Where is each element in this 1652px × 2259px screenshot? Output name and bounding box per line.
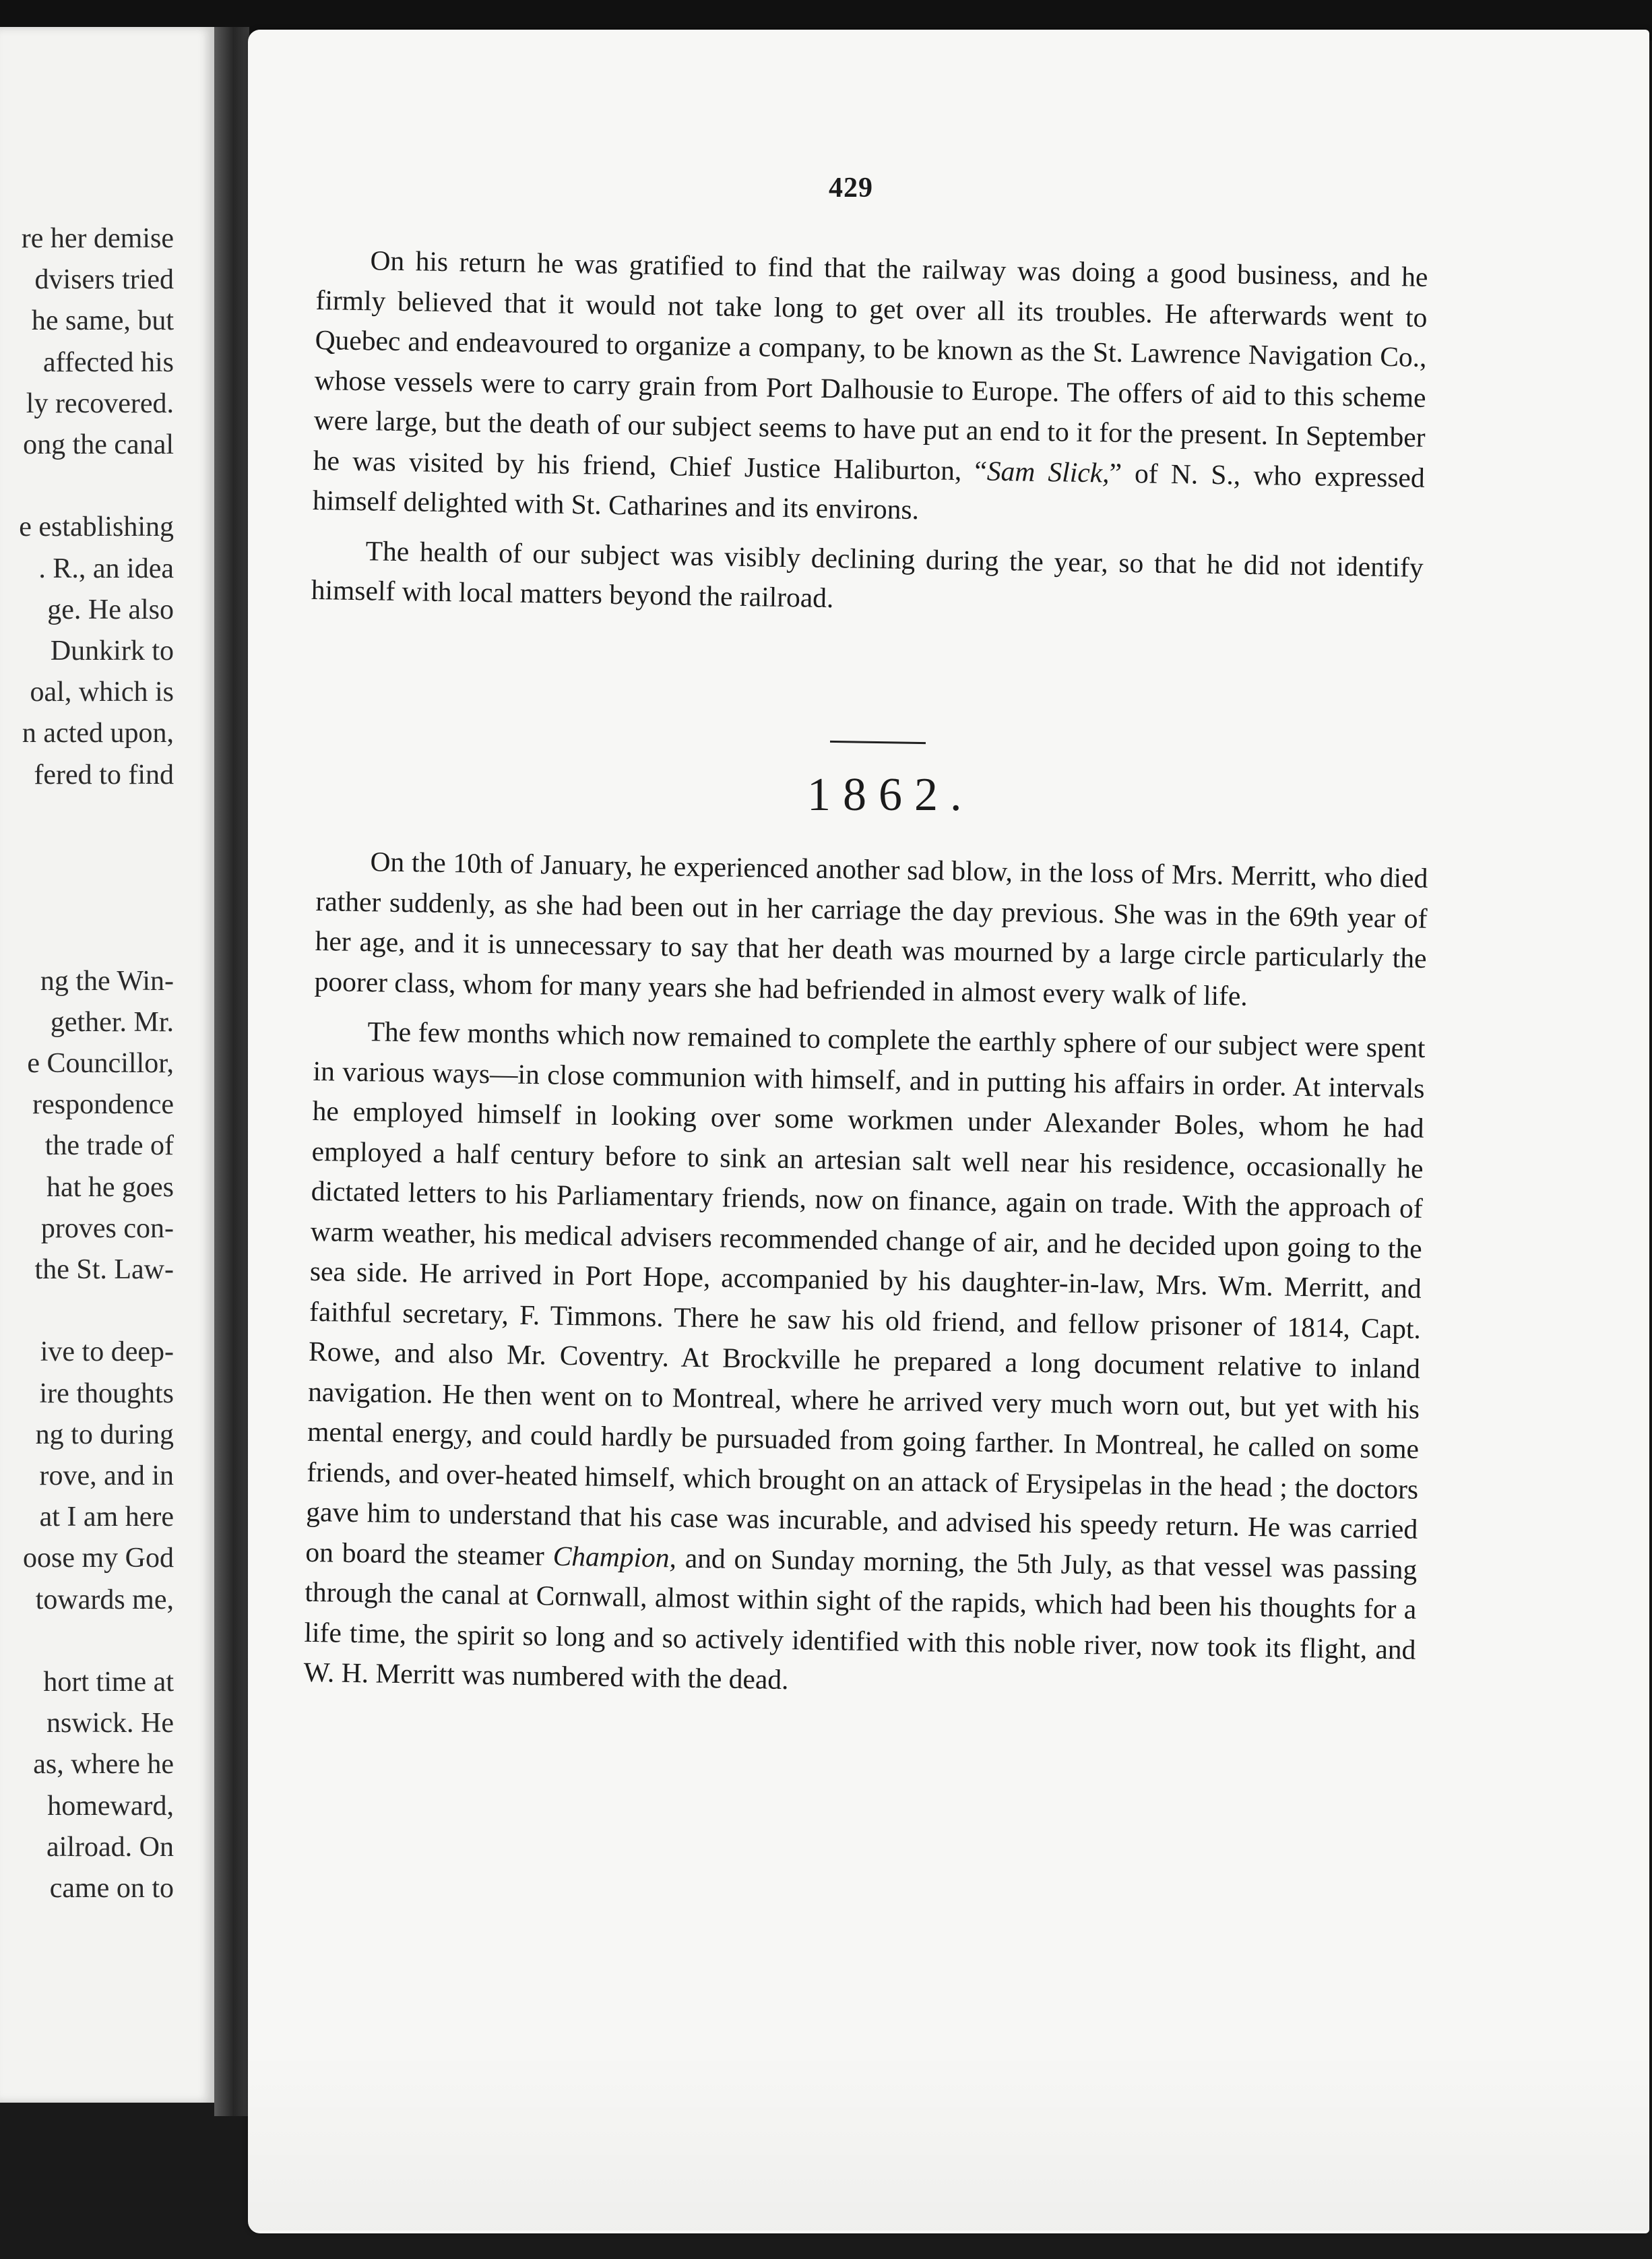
- left-page-line: n acted upon,: [22, 718, 174, 749]
- left-page-line: . R., an idea: [38, 553, 174, 584]
- year-heading: 1862.: [807, 769, 974, 821]
- sam-slick-italic: Sam Slick,: [986, 455, 1110, 489]
- left-page-line: re her demise: [21, 223, 174, 254]
- book-gutter: [214, 27, 249, 2116]
- left-page-line: gether. Mr.: [50, 1006, 174, 1038]
- left-page-line: homeward,: [47, 1790, 174, 1822]
- paragraph-health: The health of our subject was visibly declining during the year, so that he did not identify himself with local matters beyond the railroad.: [311, 534, 1424, 614]
- left-page-line: ng to during: [35, 1419, 174, 1450]
- paragraph-final-months: [303, 1011, 1426, 1710]
- left-page-line: affected his: [43, 346, 174, 378]
- paragraph-loss: On the 10th of January, he experienced another sad blow, in the loss of Mrs. Merritt, who died rather suddenly, as she had been out in her carriage the day previous. She was in the 69th year of her age, and it is unnecessary to say that her death was mourned by a large circle particularly the poorer class, whom for many years she had befriended in almost every walk of life.: [314, 846, 1428, 1012]
- left-page-edge: [0, 27, 214, 2103]
- paragraph-final-months-end: and on Sunday morning, the 5th July, as that vessel was passing through the canal at Cornwall, almost within sight of the rapids, which had been his thoughts for a life time, the spirit so long and so actively identified with this noble river, now took its flight, and W. H. Merritt was numbered with the dead.: [303, 1542, 1418, 1696]
- left-page-line: ailroad. On: [46, 1831, 174, 1863]
- left-page-line: e establishing: [19, 512, 174, 543]
- left-page-line: e Councillor,: [27, 1048, 174, 1079]
- paragraph-return-text: On his return he was gratified to find that the railway was doing a good business, and he firmly believed that it would not take long to get over all its troubles. He afterwards went to Quebec and endeavoured to organize a company, to be known as the St. Lawrence Navigation Co., whose vessels were to carry grain from Port Dalhousie to Europe. The offers of aid to this scheme were large, but the death of our subject seems to have put an end to it for the present. In September he was visited by his friend, Chief Justice Haliburton, “: [313, 245, 1428, 487]
- text-block-final-year: [303, 841, 1428, 1710]
- text-block-return: [311, 240, 1428, 627]
- left-page-line: respondence: [32, 1089, 174, 1121]
- left-page-line: fered to find: [34, 759, 174, 791]
- left-page-line: ive to deep-: [40, 1336, 174, 1368]
- paragraph-return-end: ” of N. S., who expressed himself delighted with St. Catharines and its environs.: [312, 457, 1426, 526]
- left-page-line: he same, but: [31, 305, 174, 337]
- left-page-line: ong the canal: [23, 429, 174, 460]
- left-page-line: hat he goes: [46, 1171, 174, 1203]
- paragraph-return: [312, 240, 1428, 538]
- left-page-line: rove, and in: [39, 1460, 174, 1491]
- champion-italic: Champion,: [552, 1540, 677, 1574]
- left-page-line: dvisers tried: [34, 264, 174, 296]
- paragraph-final-months-text: The few months which now remained to complete the earthly sphere of our subject were spent in various ways—in close communion with himself, and in putting his affairs in order. At intervals he employed himself in looking over some workmen under Alexander Boles, whom he had employed a half century before to sink an artesian salt well near his residence, occasionally he dictated letters to his Parliamentary friends, now on finance, again on trade. With the approach of warm weather, his medical advisers recommended change of air, and he decided upon going to the sea side. He arrived in Port Hope, accompanied by his daughter-in-law, Mrs. Wm. Merritt, and faithful secretary, F. Timmons. There he saw his old friend, and fellow prisoner of 1814, Capt. Rowe, and also Mr. Coventry. At Brockville he prepared a long document relative to inland navigation. He then went on to Montreal, where he arrived very much worn out, but yet with his mental energy, and could hardly be pursuaded from going farther. In Montreal, he called on some friends, and over-heated himself, which brought on an attack of Erysipelas in the head ; the doctors gave him to understand that his case was incurable, and advised his speedy return. He was carried on board the steamer: [305, 1016, 1426, 1572]
- left-page-line: ire thoughts: [39, 1378, 174, 1409]
- left-page-line: oose my God: [23, 1543, 174, 1574]
- left-page-line: ng the Win-: [40, 965, 174, 997]
- left-page-line: Dunkirk to: [50, 636, 174, 667]
- left-page-line: the St. Law-: [34, 1254, 174, 1285]
- left-page-line: the trade of: [44, 1130, 174, 1162]
- left-page-line: ge. He also: [47, 594, 174, 625]
- left-page-line: as, where he: [33, 1749, 174, 1781]
- left-page-line: proves con-: [40, 1212, 174, 1244]
- left-page-line: oal, which is: [30, 677, 174, 708]
- left-page-line: ly recovered.: [26, 388, 174, 419]
- page-number: 429: [829, 173, 873, 204]
- left-page-line: hort time at: [43, 1667, 174, 1698]
- left-page-line: towards me,: [35, 1584, 174, 1615]
- left-page-line: came on to: [49, 1873, 174, 1904]
- left-page-line: nswick. He: [46, 1708, 174, 1739]
- left-page-line: at I am here: [39, 1502, 174, 1533]
